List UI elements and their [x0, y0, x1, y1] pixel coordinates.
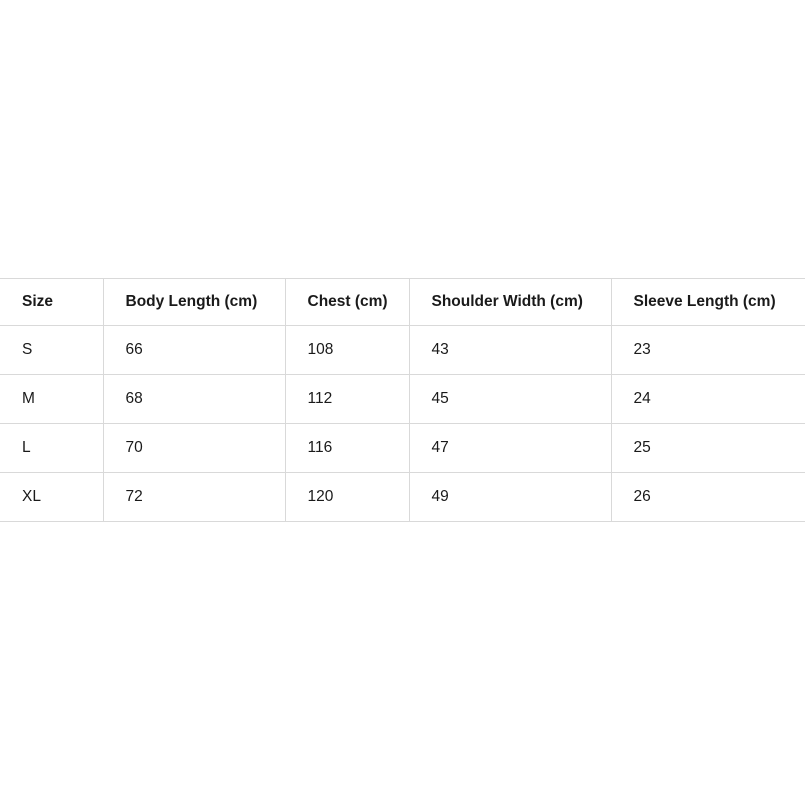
column-header-chest: Chest (cm) — [285, 279, 409, 326]
cell-chest: 120 — [285, 473, 409, 522]
cell-shoulder-width: 47 — [409, 424, 611, 473]
cell-size: L — [0, 424, 103, 473]
table-row — [0, 473, 805, 522]
cell-shoulder-width: 45 — [409, 375, 611, 424]
cell-body-length: 68 — [103, 375, 285, 424]
cell-body-length: 70 — [103, 424, 285, 473]
cell-shoulder-width: 43 — [409, 326, 611, 375]
column-header-size: Size — [0, 279, 103, 326]
cell-size: XL — [0, 473, 103, 522]
cell-sleeve-length: 26 — [611, 473, 805, 522]
cell-size: M — [0, 375, 103, 424]
table-header — [0, 279, 805, 326]
table-header-row — [0, 279, 805, 326]
table-row — [0, 326, 805, 375]
size-chart-container — [0, 278, 805, 522]
table-row — [0, 424, 805, 473]
table-body — [0, 326, 805, 522]
cell-body-length: 66 — [103, 326, 285, 375]
cell-chest: 112 — [285, 375, 409, 424]
size-chart-table — [0, 278, 805, 522]
table-row — [0, 375, 805, 424]
column-header-shoulder-width: Shoulder Width (cm) — [409, 279, 611, 326]
cell-shoulder-width: 49 — [409, 473, 611, 522]
column-header-body-length: Body Length (cm) — [103, 279, 285, 326]
cell-body-length: 72 — [103, 473, 285, 522]
cell-chest: 116 — [285, 424, 409, 473]
cell-chest: 108 — [285, 326, 409, 375]
cell-sleeve-length: 24 — [611, 375, 805, 424]
cell-sleeve-length: 25 — [611, 424, 805, 473]
cell-sleeve-length: 23 — [611, 326, 805, 375]
cell-size: S — [0, 326, 103, 375]
column-header-sleeve-length: Sleeve Length (cm) — [611, 279, 805, 326]
